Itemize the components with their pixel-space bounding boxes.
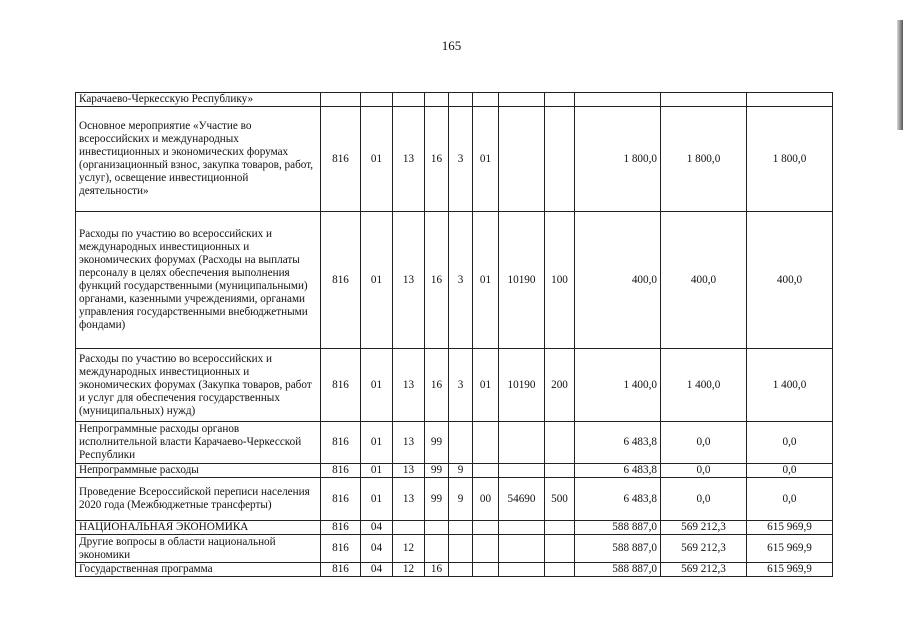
- cell-sum-3: 615 969,9: [747, 521, 833, 535]
- table-row: [76, 212, 833, 349]
- budget-table: [75, 92, 833, 577]
- cell-gr: 816: [321, 107, 361, 212]
- cell-pr: 12: [393, 563, 425, 577]
- cell-program: 99: [425, 478, 449, 521]
- table-row: [76, 349, 833, 422]
- cell-event: [473, 93, 499, 107]
- page-number: 165: [441, 38, 462, 53]
- cell-sum-1: 1 400,0: [575, 349, 661, 422]
- cell-vr: [545, 464, 575, 478]
- cell-gr: 816: [321, 422, 361, 464]
- table-row: [76, 563, 833, 577]
- cell-event: [473, 422, 499, 464]
- cell-sum-1: 1 800,0: [575, 107, 661, 212]
- cell-rz: 01: [361, 422, 393, 464]
- cell-sum-1: 6 483,8: [575, 464, 661, 478]
- cell-subprogram: 3: [449, 212, 473, 349]
- cell-vr: [545, 93, 575, 107]
- cell-sum-3: 1 800,0: [747, 107, 833, 212]
- cell-subprogram: 3: [449, 349, 473, 422]
- cell-direction: [499, 535, 545, 563]
- cell-subprogram: [449, 422, 473, 464]
- cell-event: [473, 464, 499, 478]
- cell-direction: 10190: [499, 212, 545, 349]
- cell-vr: 100: [545, 212, 575, 349]
- cell-program: 16: [425, 349, 449, 422]
- scan-edge-shadow: [897, 20, 903, 130]
- cell-sum-2: 569 212,3: [661, 563, 747, 577]
- cell-sum-3: 615 969,9: [747, 535, 833, 563]
- table-row: [76, 478, 833, 521]
- cell-sum-1: 588 887,0: [575, 535, 661, 563]
- cell-gr: 816: [321, 212, 361, 349]
- cell-direction: [499, 563, 545, 577]
- row-name: Проведение Всероссийской переписи населения 2020 года (Межбюджетные трансферты): [76, 478, 321, 521]
- cell-subprogram: 9: [449, 464, 473, 478]
- cell-sum-1: 588 887,0: [575, 521, 661, 535]
- cell-direction: [499, 521, 545, 535]
- cell-subprogram: 9: [449, 478, 473, 521]
- cell-sum-1: 6 483,8: [575, 422, 661, 464]
- cell-subprogram: [449, 93, 473, 107]
- cell-pr: 13: [393, 464, 425, 478]
- row-name: Карачаево-Черкесскую Республику»: [76, 93, 321, 107]
- cell-pr: 13: [393, 478, 425, 521]
- cell-gr: 816: [321, 349, 361, 422]
- cell-sum-3: 1 400,0: [747, 349, 833, 422]
- cell-rz: [361, 93, 393, 107]
- cell-rz: 01: [361, 349, 393, 422]
- cell-sum-2: 1 800,0: [661, 107, 747, 212]
- cell-sum-3: 615 969,9: [747, 563, 833, 577]
- cell-direction: 54690: [499, 478, 545, 521]
- cell-vr: [545, 535, 575, 563]
- table-row: [76, 93, 833, 107]
- cell-pr: [393, 521, 425, 535]
- row-name: Непрограммные расходы: [76, 464, 321, 478]
- cell-pr: 12: [393, 535, 425, 563]
- cell-direction: [499, 107, 545, 212]
- cell-program: 16: [425, 107, 449, 212]
- cell-pr: [393, 93, 425, 107]
- cell-subprogram: [449, 563, 473, 577]
- cell-rz: 01: [361, 464, 393, 478]
- cell-sum-2: 0,0: [661, 464, 747, 478]
- row-name: НАЦИОНАЛЬНАЯ ЭКОНОМИКА: [76, 521, 321, 535]
- row-name: Другие вопросы в области национальной экономики: [76, 535, 321, 563]
- cell-sum-2: 0,0: [661, 422, 747, 464]
- cell-sum-1: 6 483,8: [575, 478, 661, 521]
- cell-program: 99: [425, 422, 449, 464]
- cell-event: 00: [473, 478, 499, 521]
- cell-gr: [321, 93, 361, 107]
- table-row: [76, 107, 833, 212]
- cell-program: 99: [425, 464, 449, 478]
- cell-gr: 816: [321, 478, 361, 521]
- row-name: Расходы по участию во всероссийских и международных инвестиционных и экономических форумах (Закупка товаров, работ и услуг для обеспечения государственных (муниципальных) нужд): [76, 349, 321, 422]
- cell-event: [473, 535, 499, 563]
- cell-program: [425, 521, 449, 535]
- cell-event: 01: [473, 107, 499, 212]
- cell-direction: [499, 464, 545, 478]
- cell-subprogram: [449, 535, 473, 563]
- cell-rz: 01: [361, 212, 393, 349]
- cell-vr: [545, 422, 575, 464]
- row-name: Основное мероприятие «Участие во всероссийских и международных инвестиционных и экономических форумах (организационный взнос, закупка товаров, работ, услуг), освещение инвестиционной деятельности»: [76, 107, 321, 212]
- cell-sum-3: 0,0: [747, 464, 833, 478]
- table-row: [76, 521, 833, 535]
- cell-event: 01: [473, 349, 499, 422]
- cell-vr: [545, 521, 575, 535]
- cell-rz: 04: [361, 563, 393, 577]
- cell-event: 01: [473, 212, 499, 349]
- cell-gr: 816: [321, 464, 361, 478]
- cell-rz: 04: [361, 535, 393, 563]
- cell-subprogram: [449, 521, 473, 535]
- cell-gr: 816: [321, 563, 361, 577]
- cell-sum-2: 569 212,3: [661, 535, 747, 563]
- cell-sum-2: 400,0: [661, 212, 747, 349]
- cell-program: [425, 535, 449, 563]
- cell-sum-2: 0,0: [661, 478, 747, 521]
- cell-event: [473, 563, 499, 577]
- cell-sum-3: 0,0: [747, 422, 833, 464]
- cell-vr: [545, 563, 575, 577]
- cell-gr: 816: [321, 521, 361, 535]
- cell-sum-1: [575, 93, 661, 107]
- table-row: [76, 464, 833, 478]
- cell-vr: 200: [545, 349, 575, 422]
- row-name: Государственная программа: [76, 563, 321, 577]
- cell-event: [473, 521, 499, 535]
- cell-program: 16: [425, 212, 449, 349]
- cell-vr: [545, 107, 575, 212]
- cell-rz: 01: [361, 478, 393, 521]
- cell-vr: 500: [545, 478, 575, 521]
- cell-program: 16: [425, 563, 449, 577]
- cell-program: [425, 93, 449, 107]
- cell-sum-1: 588 887,0: [575, 563, 661, 577]
- cell-pr: 13: [393, 107, 425, 212]
- row-name: Непрограммные расходы органов исполнительной власти Карачаево-Черкесской Республики: [76, 422, 321, 464]
- table-body: [76, 93, 833, 577]
- table-row: [76, 535, 833, 563]
- cell-pr: 13: [393, 212, 425, 349]
- cell-sum-3: 400,0: [747, 212, 833, 349]
- row-name: Расходы по участию во всероссийских и международных инвестиционных и экономических форумах (Расходы на выплаты персоналу в целях обеспечения выполнения функций государственными (муниципальными) органами, казенными учреждениями, органами управления государственными внебюджетными фондами): [76, 212, 321, 349]
- cell-sum-3: [747, 93, 833, 107]
- cell-sum-2: 1 400,0: [661, 349, 747, 422]
- cell-direction: [499, 93, 545, 107]
- cell-gr: 816: [321, 535, 361, 563]
- cell-direction: [499, 422, 545, 464]
- cell-sum-1: 400,0: [575, 212, 661, 349]
- cell-sum-3: 0,0: [747, 478, 833, 521]
- cell-subprogram: 3: [449, 107, 473, 212]
- cell-sum-2: [661, 93, 747, 107]
- cell-pr: 13: [393, 349, 425, 422]
- cell-rz: 01: [361, 107, 393, 212]
- cell-direction: 10190: [499, 349, 545, 422]
- table-row: [76, 422, 833, 464]
- cell-rz: 04: [361, 521, 393, 535]
- cell-sum-2: 569 212,3: [661, 521, 747, 535]
- cell-pr: 13: [393, 422, 425, 464]
